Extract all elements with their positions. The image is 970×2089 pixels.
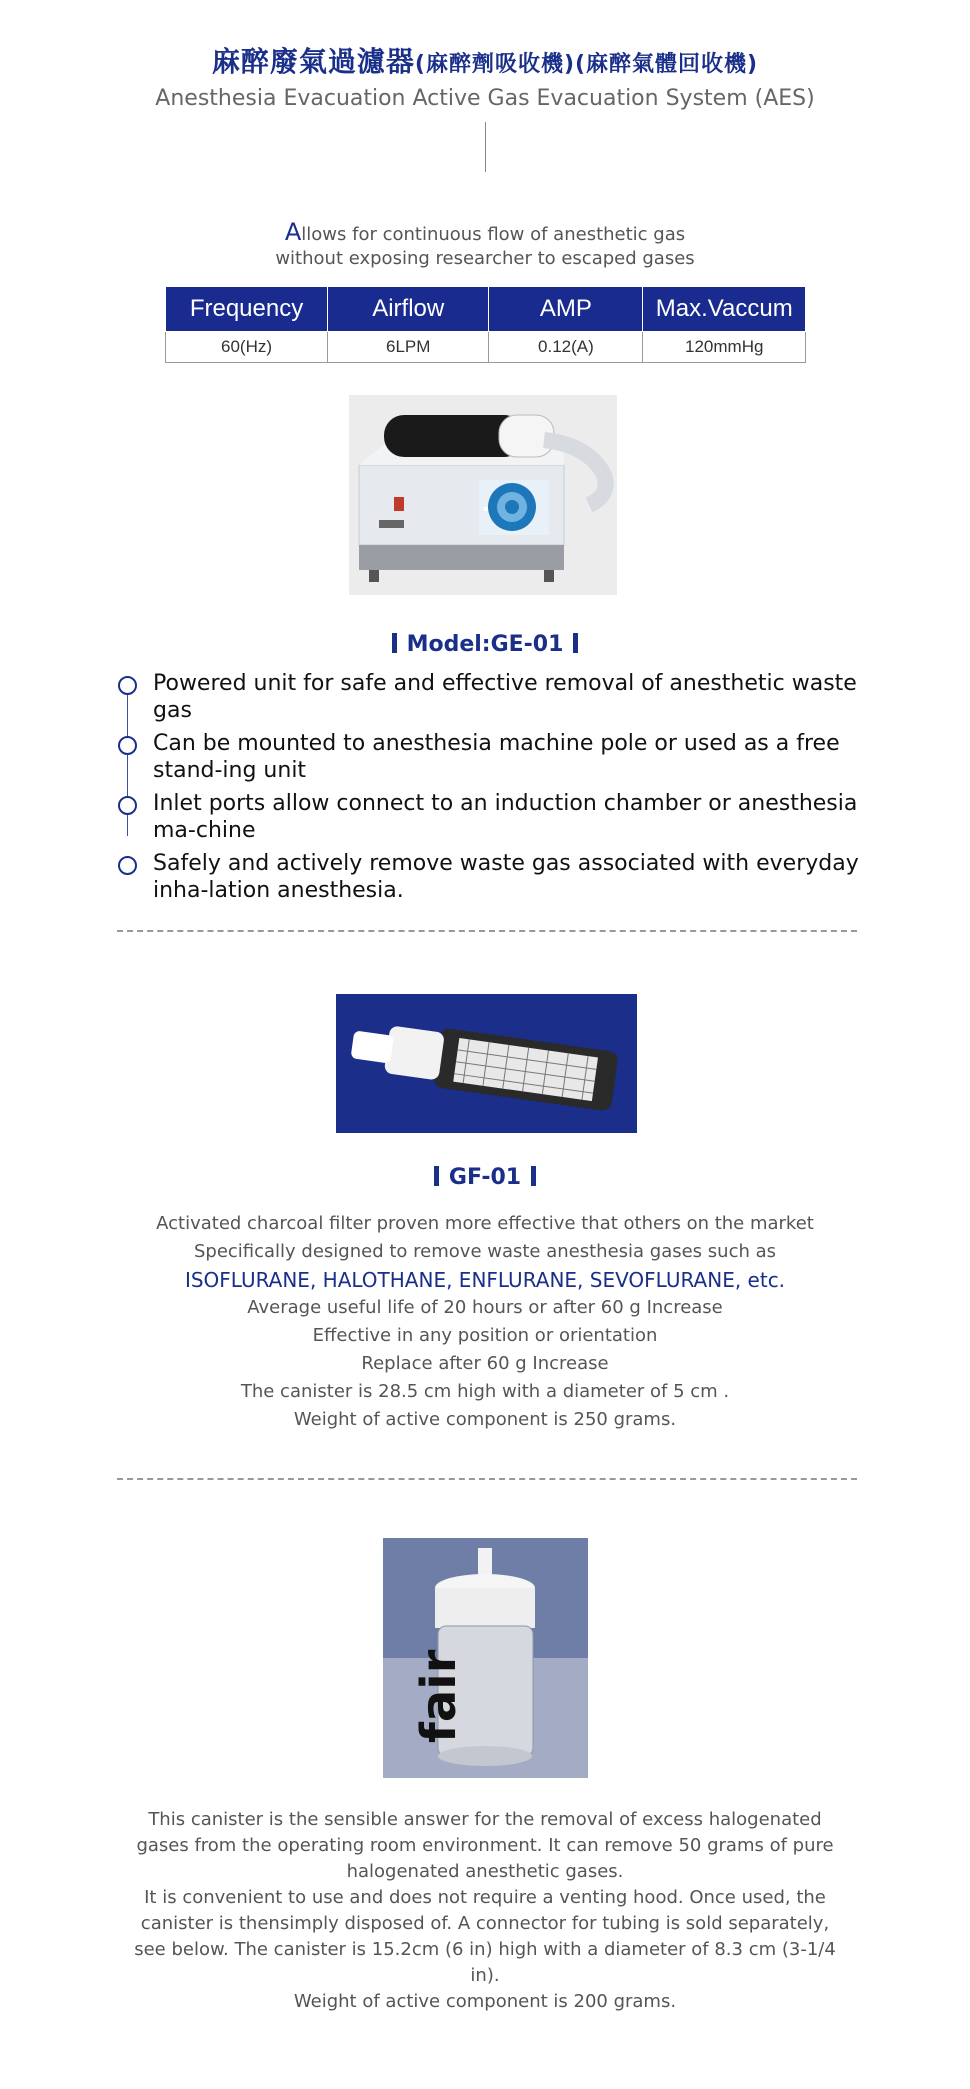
heading-bar-left (392, 633, 397, 653)
model-gf01-label: GF-01 (448, 1165, 522, 1190)
heading-bar-left (434, 1166, 439, 1186)
fair-paragraph: This canister is the sensible answer for the removal of excess halogenated gases from the operating room environment. It can remove 50 grams of pure halogenated anesthetic gases. (136, 1809, 834, 1882)
page-title-chinese (0, 40, 970, 80)
gf01-description (100, 1210, 870, 1434)
title-main: 麻醉廢氣過濾器 (211, 45, 415, 78)
bullet-circle-icon (118, 856, 137, 875)
fair-logo-text: fair (411, 1649, 467, 1743)
heading-bar-right (531, 1166, 536, 1186)
ge01-feature-list (117, 670, 867, 910)
section-divider (117, 1478, 857, 1480)
specs-table (165, 286, 806, 363)
bullet-circle-icon (118, 736, 137, 755)
fair-canister-image (383, 1538, 588, 1778)
bullet-circle-icon (118, 796, 137, 815)
model-gf01-heading (0, 1165, 970, 1190)
heading-bar-right (573, 633, 578, 653)
intro-text (0, 220, 970, 271)
title-sub: (麻醉劑吸收機)(麻醉氣體回收機) (414, 52, 759, 77)
gf01-product-image (336, 994, 637, 1133)
feature-item (117, 730, 867, 784)
specs-header-frequency: Frequency (166, 287, 328, 332)
intro-line1: llows for continuous flow of anesthetic gas (301, 224, 686, 245)
gf01-line: The canister is 28.5 cm high with a diameter of 5 cm . Weight of active component is 250 grams. (240, 1381, 730, 1430)
gf01-gases: ISOFLURANE, HALOTHANE, ENFLURANE, SEVOFLURANE, etc. (184, 1268, 786, 1292)
gf01-line: Average useful life of 20 hours or after 60 g Increase (247, 1297, 723, 1318)
specs-header-amp: AMP (489, 287, 643, 332)
model-ge01-label: Model:GE-01 (406, 632, 564, 657)
specs-header-max-vacuum: Max.Vaccum (643, 287, 806, 332)
fair-paragraph: It is convenient to use and does not require a venting hood. Once used, the canister is thensimply disposed of. A connector for tubing is sold separately, see below. The canister is 15.2cm (6 in) high with a diameter of 8.3 cm (3-1/4 in). (134, 1887, 836, 1986)
fair-canister-description (130, 1807, 840, 2015)
feature-text: Powered unit for safe and effective removal of anesthetic waste gas (153, 671, 857, 723)
gf01-line: Activated charcoal filter proven more effective that others on the market (156, 1213, 814, 1234)
gf01-line: Effective in any position or orientation (312, 1325, 658, 1346)
model-ge01-heading (0, 632, 970, 657)
specs-value-airflow: 6LPM (328, 332, 489, 363)
intro-line2: without exposing researcher to escaped gases (275, 248, 695, 269)
page-title-english: Anesthesia Evacuation Active Gas Evacuation System (AES) (155, 86, 815, 111)
specs-header-row (166, 287, 806, 332)
specs-value-frequency: 60(Hz) (166, 332, 328, 363)
ge01-product-image (349, 395, 617, 595)
specs-value-amp: 0.12(A) (489, 332, 643, 363)
bullet-circle-icon (118, 676, 137, 695)
feature-text: Safely and actively remove waste gas associated with everyday inha-lation anesthesia. (153, 851, 859, 903)
specs-header-airflow: Airflow (328, 287, 489, 332)
feature-item (117, 670, 867, 724)
feature-text: Inlet ports allow connect to an induction chamber or anesthesia ma-chine (153, 791, 858, 843)
feature-item (117, 790, 867, 844)
divider-vertical (485, 122, 486, 172)
gf01-line: Replace after 60 g Increase (361, 1353, 609, 1374)
fair-paragraph: Weight of active component is 200 grams. (293, 1991, 677, 2012)
specs-value-max-vacuum: 120mmHg (643, 332, 806, 363)
feature-text: Can be mounted to anesthesia machine pole or used as a free stand-ing unit (153, 731, 840, 783)
section-divider (117, 930, 857, 932)
intro-first-letter: A (284, 218, 302, 246)
specs-value-row (166, 332, 806, 363)
gf01-line: Specifically designed to remove waste anesthesia gases such as (193, 1241, 777, 1262)
feature-item (117, 850, 867, 904)
